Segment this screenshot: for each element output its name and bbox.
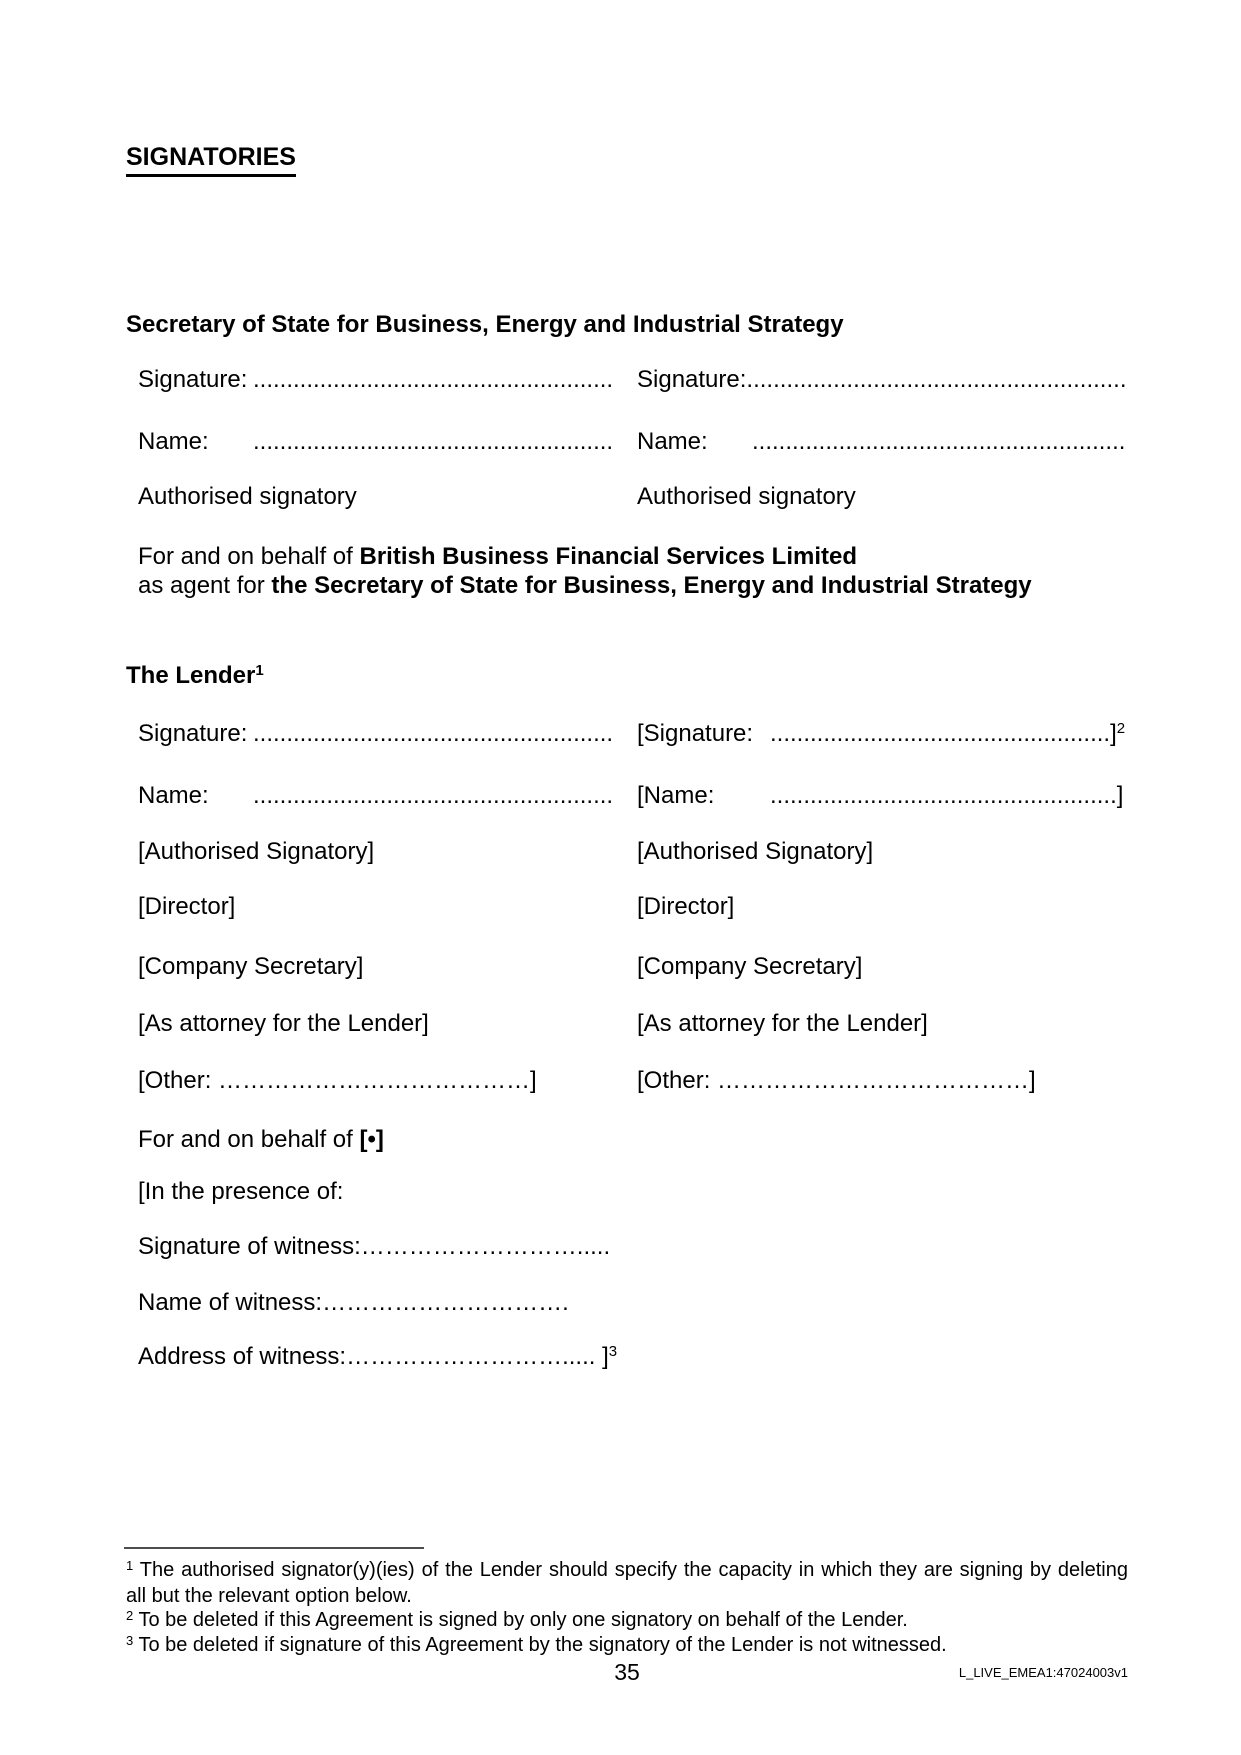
footnote-2-text: To be deleted if this Agreement is signed by only one signatory on behalf of the Lender. <box>138 1609 908 1631</box>
agent-prefix: as agent for <box>138 572 272 599</box>
name-line: .................................................... <box>770 782 1117 809</box>
close-bracket: ] <box>1110 720 1117 747</box>
witness-name-line <box>138 1288 1140 1317</box>
authorised-signatory-option-right: [Authorised Signatory] <box>637 838 874 865</box>
name-label: Name: <box>637 428 708 455</box>
agent-entity: the Secretary of State for Business, Energy and Industrial Strategy <box>271 572 1032 599</box>
secretary-name-row <box>138 428 1128 456</box>
authorised-signatory-option-left: [Authorised Signatory] <box>138 838 375 865</box>
signature-label: Signature: <box>138 720 248 747</box>
attorney-option-left: [As attorney for the Lender] <box>138 1010 429 1037</box>
other-option-left <box>138 1067 637 1095</box>
page-title <box>126 143 296 177</box>
close-bracket: ] <box>1116 782 1124 809</box>
lender-name-left <box>138 782 637 810</box>
signature-line: ................................................... <box>770 720 1111 747</box>
authorised-signatory-left: Authorised signatory <box>138 483 357 510</box>
lender-name-row <box>138 782 1128 810</box>
authorised-signatory-right: Authorised signatory <box>637 483 856 510</box>
footnote-2 <box>126 1608 1128 1634</box>
close-bracket: ] <box>530 1067 537 1094</box>
name-label: Name: <box>138 782 209 809</box>
secretary-name-left <box>138 428 637 456</box>
company-secretary-option-left: [Company Secretary] <box>138 953 364 980</box>
bracket-signature-label: [Signature: <box>637 720 754 747</box>
secretary-signature-row <box>138 366 1128 394</box>
witness-signature-label: Signature of witness: <box>138 1233 361 1260</box>
signature-label: Signature: <box>138 366 248 393</box>
director-option-right: [Director] <box>637 893 735 920</box>
behalf-prefix: For and on behalf of <box>138 543 360 570</box>
secretary-authorised-row <box>138 483 1128 511</box>
other-option-right <box>637 1067 1128 1095</box>
footnote-1-marker: 1 <box>126 1558 134 1573</box>
footnote-ref-2: 2 <box>1116 720 1126 737</box>
footnote-1 <box>126 1558 1128 1608</box>
lender-director-row <box>138 893 1128 921</box>
behalf-prefix: For and on behalf of <box>138 1126 360 1153</box>
lender-name-right <box>637 782 1128 810</box>
lender-attorney-row <box>138 1010 1128 1038</box>
witness-signature-dots: ………………………..... <box>360 1233 611 1260</box>
behalf-entity-placeholder: [•] <box>359 1126 384 1153</box>
behalf-company: British Business Financial Services Limited <box>359 543 857 570</box>
secretary-section-heading: Secretary of State for Business, Energy and Industrial Strategy <box>126 311 844 338</box>
name-line: ...................................................... <box>253 428 614 455</box>
bracket-name-label: [Name: <box>637 782 715 809</box>
witness-signature-line <box>138 1232 1140 1261</box>
witness-address-label: Address of witness: <box>138 1343 347 1370</box>
other-line: ………………………………… <box>218 1067 531 1094</box>
footnote-3-text: To be deleted if signature of this Agreement by the signatory of the Lender is not witnessed. <box>138 1634 947 1656</box>
footnote-separator <box>124 1547 424 1549</box>
lender-signature-row <box>138 720 1128 751</box>
other-label: [Other: <box>637 1067 718 1094</box>
witness-address-dots: ………………………..... <box>346 1343 596 1370</box>
witness-name-label: Name of witness: <box>138 1289 323 1316</box>
footnote-3-marker: 3 <box>126 1633 134 1648</box>
lender-signature-left <box>138 720 637 751</box>
signature-line: ......................................................... <box>746 366 1127 393</box>
secretary-behalf-paragraph <box>138 542 1140 600</box>
other-line: ………………………………… <box>717 1067 1030 1094</box>
footnote-2-marker: 2 <box>126 1608 134 1623</box>
footnote-ref-3: 3 <box>608 1343 618 1360</box>
witness-name-dots: …………………………. <box>322 1289 569 1316</box>
other-label: [Other: <box>138 1067 219 1094</box>
name-line: ...................................................... <box>253 782 614 809</box>
company-secretary-option-right: [Company Secretary] <box>637 953 863 980</box>
witness-address-line <box>138 1342 1140 1374</box>
name-line: ........................................................ <box>752 428 1126 455</box>
name-label: Name: <box>138 428 209 455</box>
page-title-text: SIGNATORIES <box>126 143 296 177</box>
presence-line: [In the presence of: <box>138 1178 344 1205</box>
lender-heading-text: The Lender <box>126 662 256 689</box>
lender-section-heading <box>126 662 264 693</box>
footnote-3 <box>126 1633 1128 1659</box>
footnote-ref-1: 1 <box>255 662 264 679</box>
attorney-option-right: [As attorney for the Lender] <box>637 1010 928 1037</box>
signature-line: ...................................................... <box>253 720 614 747</box>
close-bracket: ] <box>595 1343 609 1370</box>
signature-label: Signature: <box>637 366 747 393</box>
page-number: 35 <box>614 1659 640 1685</box>
lender-other-row <box>138 1067 1128 1095</box>
secretary-name-right <box>637 428 1128 456</box>
director-option-left: [Director] <box>138 893 236 920</box>
lender-behalf-paragraph <box>138 1125 1140 1154</box>
footnote-1-text: The authorised signator(y)(ies) of the Lender should specify the capacity in which they are signing by deleting all but the relevant option below. <box>126 1559 1128 1607</box>
lender-signature-right <box>637 720 1128 751</box>
signature-line: ...................................................... <box>253 366 614 393</box>
document-reference: L_LIVE_EMEA1:47024003v1 <box>958 1665 1128 1680</box>
lender-company-secretary-row <box>138 953 1128 981</box>
lender-authorised-row <box>138 838 1128 866</box>
secretary-signature-left <box>138 366 637 394</box>
secretary-signature-right <box>637 366 1128 394</box>
close-bracket: ] <box>1029 1067 1036 1094</box>
